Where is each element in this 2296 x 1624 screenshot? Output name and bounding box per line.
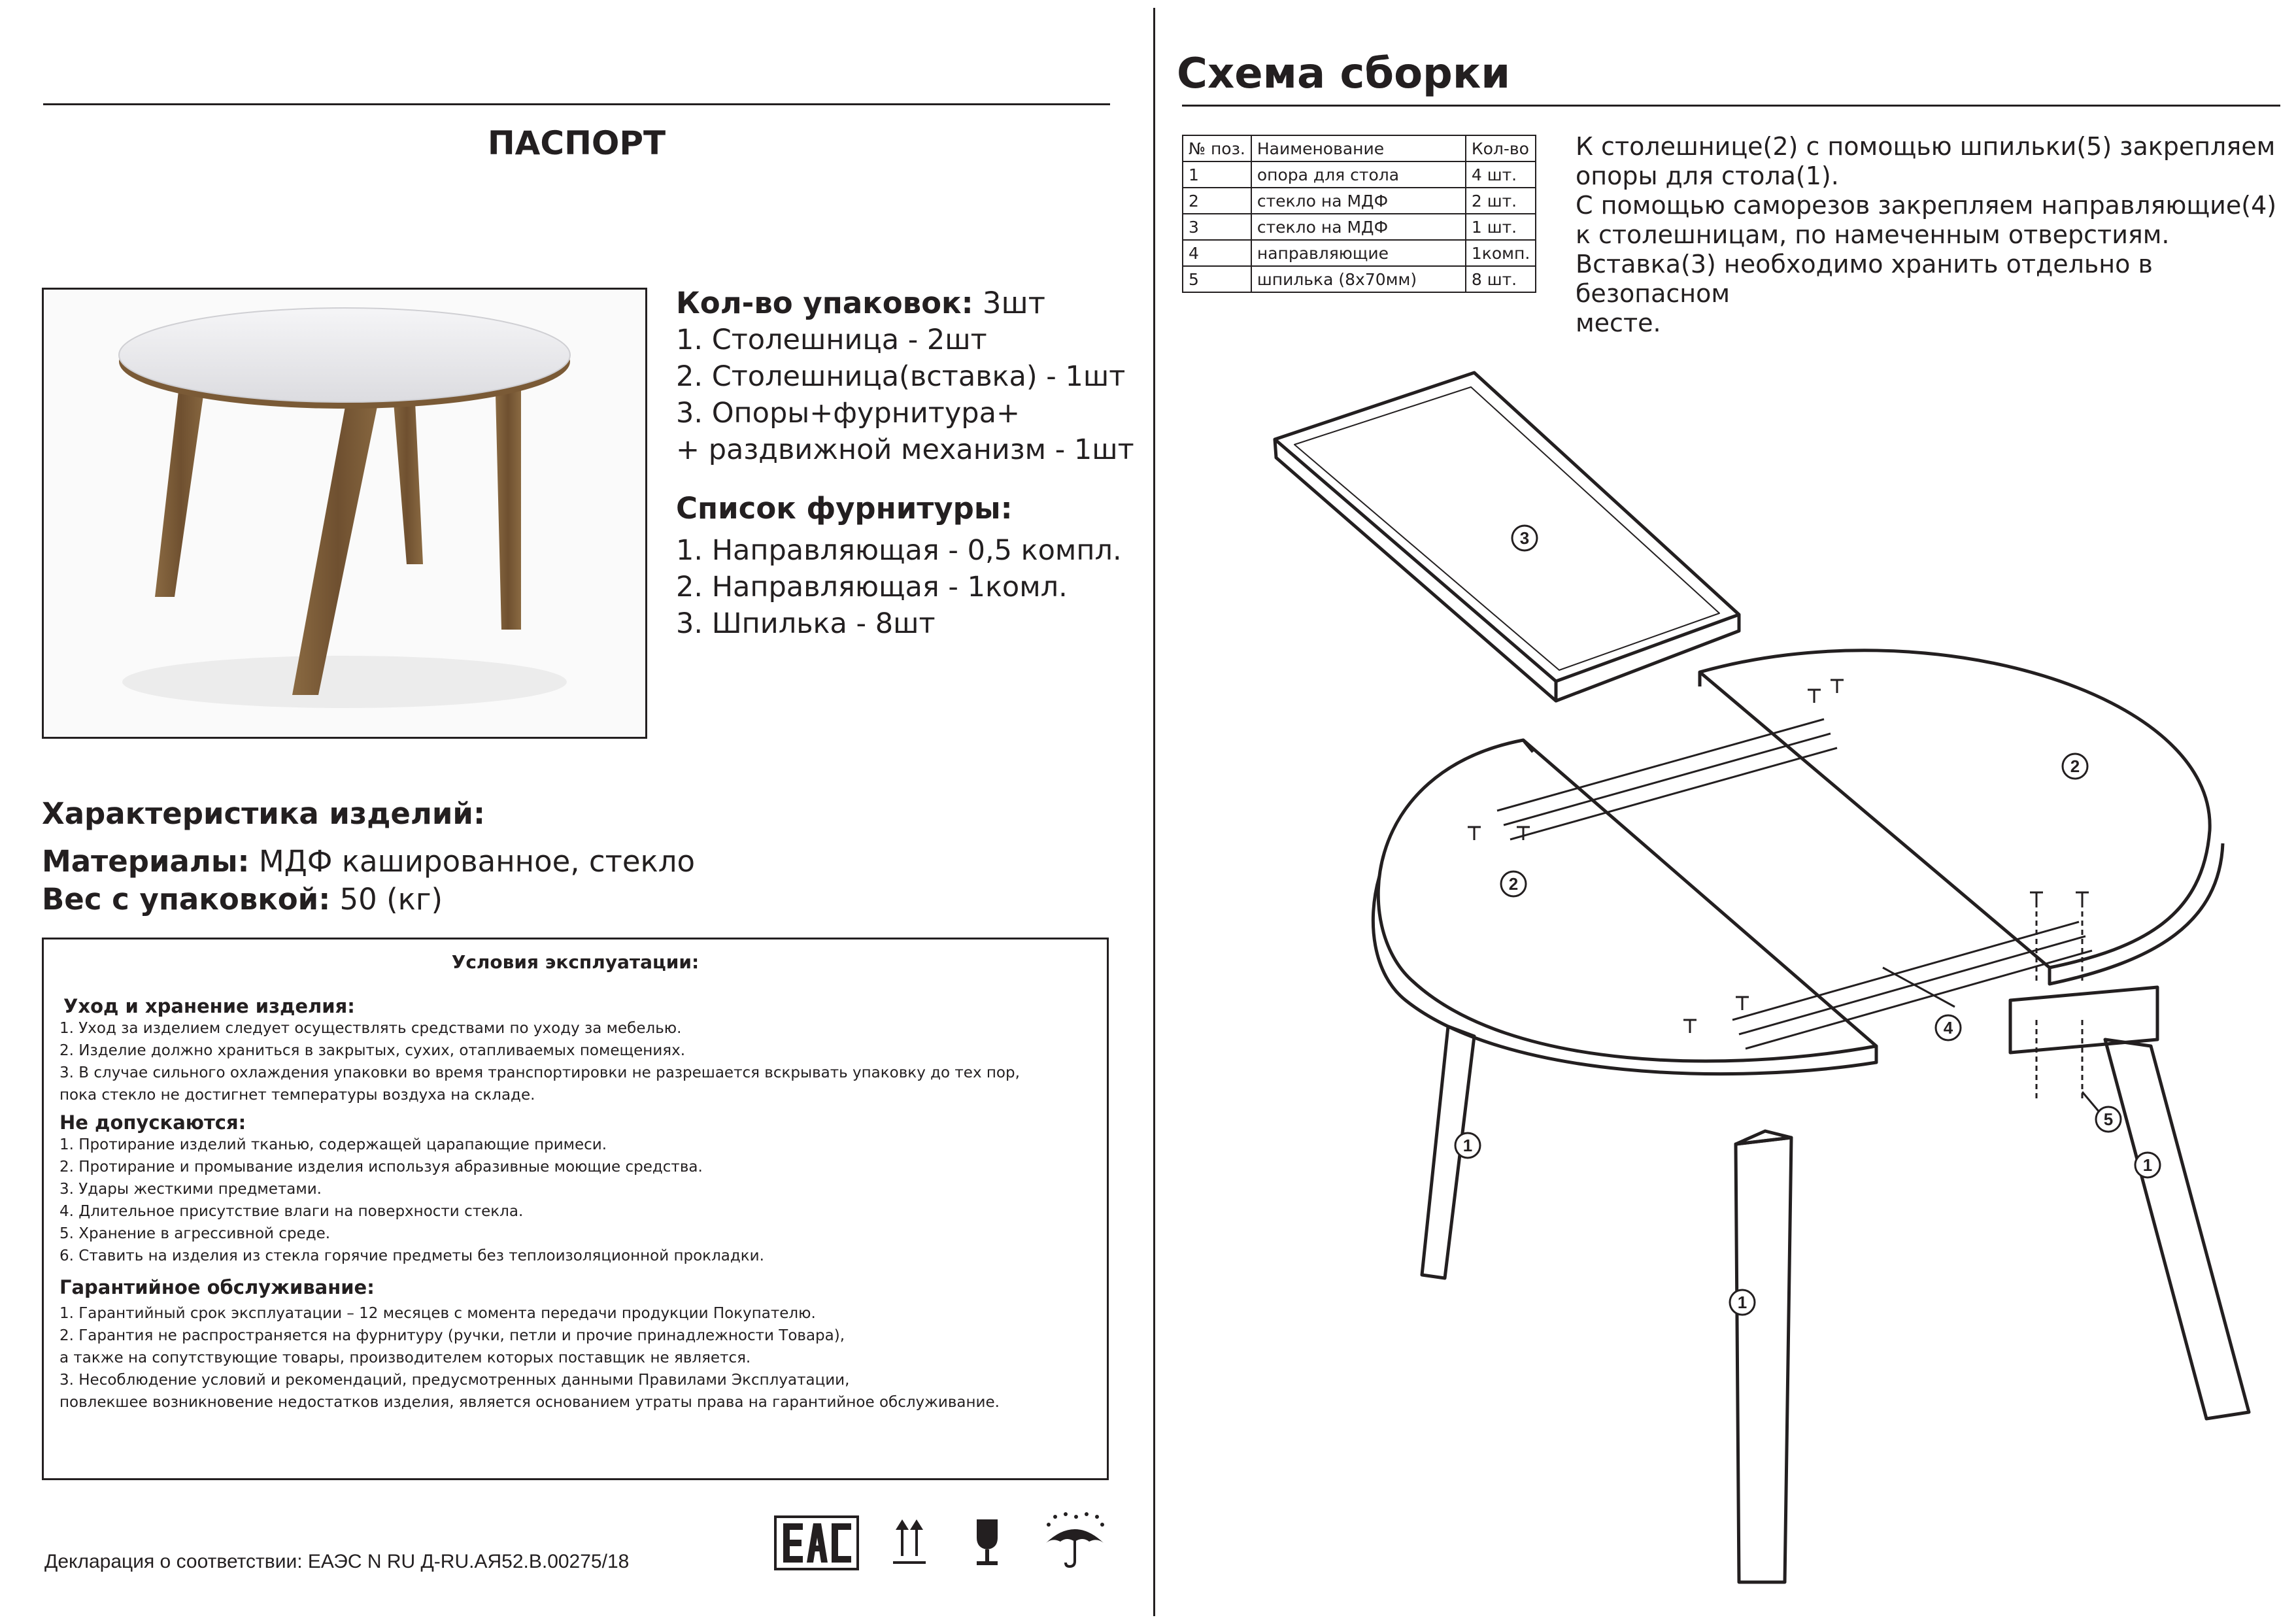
care-item: 2. Изделие должно храниться в закрытых, сухих, отапливаемых помещениях.	[59, 1042, 686, 1059]
forbidden-item: 2. Протирание и промывание изделия используя абразивные моющие средства.	[59, 1159, 703, 1176]
callout-pins: 5	[2103, 1109, 2114, 1129]
callout-top-left: 2	[1508, 874, 1519, 894]
warranty-item: 3. Несоблюдение условий и рекомендаций, предусмотренных данными Правилами Эксплуатации,	[59, 1372, 850, 1389]
pins-leader	[2082, 1092, 2100, 1113]
fitting-item: 3. Шпилька - 8шт	[676, 607, 936, 640]
package-item: 2. Столешница(вставка) - 1шт	[676, 360, 1126, 393]
callout-insert: 3	[1519, 528, 1530, 548]
instruction-line: К столешнице(2) с помощью шпильки(5) закрепляем	[1576, 132, 2276, 161]
col-header-pos: № поз.	[1183, 135, 1251, 161]
cell-pos: 1	[1183, 161, 1251, 188]
insert-panel	[1275, 373, 1739, 701]
cell-name: направляющие	[1251, 240, 1466, 266]
warranty-item: а также на сопутствующие товары, производителем которых поставщик не является.	[59, 1349, 751, 1366]
callout-leg-b: 1	[1737, 1293, 1747, 1312]
col-header-qty: Кол-во	[1466, 135, 1536, 161]
cell-qty: 1комп.	[1466, 240, 1536, 266]
package-item: 1. Столешница - 2шт	[676, 324, 987, 356]
cell-pos: 5	[1183, 266, 1251, 292]
cell-name: шпилька (8х70мм)	[1251, 266, 1466, 292]
packages-label: Кол-во упаковок:	[676, 286, 973, 320]
forbidden-item: 3. Удары жесткими предметами.	[59, 1181, 322, 1198]
page-title: ПАСПОРТ	[487, 124, 666, 162]
cell-qty: 1 шт.	[1466, 214, 1536, 240]
care-item: 1. Уход за изделием следует осуществлять средствами по уходу за мебелью.	[59, 1020, 682, 1037]
tabletop-right	[1700, 651, 2223, 984]
cell-name: стекло на МДФ	[1251, 214, 1466, 240]
cell-pos: 3	[1183, 214, 1251, 240]
callout-guides: 4	[1943, 1018, 1953, 1038]
guides-leader	[1883, 968, 1955, 1007]
instruction-line: опоры для стола(1).	[1576, 161, 1839, 190]
warranty-heading: Гарантийное обслуживание:	[59, 1276, 375, 1298]
cell-qty: 4 шт.	[1466, 161, 1536, 188]
instruction-line: месте.	[1576, 309, 1661, 337]
warranty-item: 2. Гарантия не распространяется на фурнитуру (ручки, петли и прочие принадлежности Товара),	[59, 1327, 845, 1344]
col-header-name: Наименование	[1251, 135, 1466, 161]
fittings-title: Список фурнитуры:	[676, 491, 1013, 526]
assembly-title: Схема сборки	[1177, 50, 1511, 98]
cell-qty: 8 шт.	[1466, 266, 1536, 292]
warranty-item: 1. Гарантийный срок эксплуатации – 12 месяцев с момента передачи продукции Покупателю.	[59, 1305, 816, 1322]
materials-label: Материалы:	[42, 844, 250, 879]
materials-value: МДФ кашированное, стекло	[258, 844, 696, 879]
packages-value: 3шт	[982, 286, 1045, 320]
cell-name: стекло на МДФ	[1251, 188, 1466, 214]
instruction-line: С помощью саморезов закрепляем направляющие(4)	[1576, 191, 2277, 220]
weight-label: Вес с упаковкой:	[42, 882, 331, 917]
package-item: 3. Опоры+фурнитура+	[676, 397, 1020, 430]
callout-leg-c: 1	[2142, 1155, 2153, 1175]
cell-pos: 4	[1183, 240, 1251, 266]
warranty-item: повлекшее возникновение недостатков изделия, является основанием утраты права на гарантийное обслуживание.	[59, 1394, 1000, 1411]
cell-qty: 2 шт.	[1466, 188, 1536, 214]
callout-leg-a: 1	[1462, 1136, 1473, 1155]
characteristics-title: Характеристика изделий:	[42, 796, 485, 831]
cell-pos: 2	[1183, 188, 1251, 214]
forbidden-item: 1. Протирание изделий тканью, содержащей царапающие примеси.	[59, 1136, 607, 1153]
forbidden-heading: Не допускаются:	[59, 1111, 246, 1134]
instruction-line: Вставка(3) необходимо хранить отдельно в безопасном	[1576, 250, 2153, 308]
care-item: 3. В случае сильного охлаждения упаковки во время транспортировки не разрешается вскрывать упаковку до тех пор,	[59, 1064, 1020, 1081]
weight-value: 50 (кг)	[339, 882, 443, 917]
fitting-item: 2. Направляющая - 1комл.	[676, 571, 1068, 603]
care-heading: Уход и хранение изделия:	[63, 995, 355, 1017]
leg-pieces	[1422, 987, 2249, 1582]
package-item: + раздвижной механизм - 1шт	[676, 433, 1134, 466]
conditions-title: Условия эксплуатации:	[451, 951, 700, 973]
fitting-item: 1. Направляющая - 0,5 компл.	[676, 534, 1122, 567]
forbidden-item: 6. Ставить на изделия из стекла горячие предметы без теплоизоляционной прокладки.	[59, 1247, 764, 1264]
declaration-text: Декларация о соответствии: ЕАЭС N RU Д-RU.АЯ52.В.00275/18	[44, 1551, 630, 1572]
instruction-line: к столешницам, по намеченным отверстиям.	[1576, 220, 2170, 249]
forbidden-item: 4. Длительное присутствие влаги на поверхности стекла.	[59, 1203, 524, 1220]
care-item: пока стекло не достигнет температуры воздуха на складе.	[59, 1087, 535, 1104]
forbidden-item: 5. Хранение в агрессивной среде.	[59, 1225, 331, 1242]
callout-top-right: 2	[2070, 756, 2080, 776]
cell-name: опора для стола	[1251, 161, 1466, 188]
